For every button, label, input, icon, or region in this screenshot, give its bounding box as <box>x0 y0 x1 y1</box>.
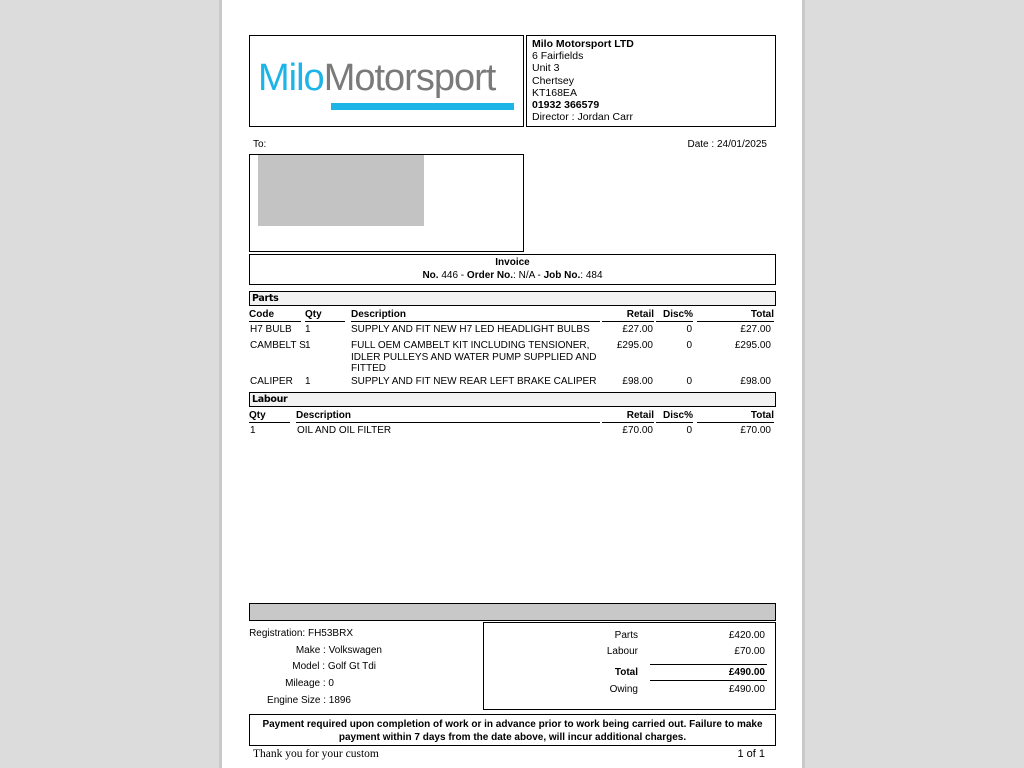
logo-milo: Milo <box>258 57 324 99</box>
labour-retail: £70.00 <box>622 425 653 436</box>
part-qty: 1 <box>305 376 311 387</box>
labour-description: OIL AND OIL FILTER <box>297 425 392 436</box>
labour-qty: 1 <box>250 425 256 436</box>
invoice-no-label: No. <box>422 270 439 281</box>
vehicle-model: Model : Golf Gt Tdi <box>292 661 376 672</box>
to-label: To: <box>253 139 267 150</box>
part-description: SUPPLY AND FIT NEW REAR LEFT BRAKE CALIPER <box>351 376 597 387</box>
invoice-no: 446 <box>441 270 459 281</box>
part-retail: £98.00 <box>622 376 653 387</box>
part-description: FULL OEM CAMBELT KIT INCLUDING TENSIONER, IDLER PULLEYS AND WATER PUMP SUPPLIED AND FITTED <box>351 340 597 374</box>
labour-col-disc: Disc% <box>656 409 693 423</box>
part-total: £295.00 <box>734 340 771 351</box>
invoice-numbers: No. 446 - Order No.: N/A - Job No.: 484 <box>422 270 603 281</box>
totals-parts-label: Parts <box>614 630 638 641</box>
parts-col-code: Code <box>249 308 301 322</box>
invoice-header <box>249 254 776 285</box>
totals-box <box>483 622 776 710</box>
part-total: £27.00 <box>740 324 771 335</box>
labour-total: £70.00 <box>740 425 771 436</box>
company-phone: 01932 366579 <box>532 99 600 112</box>
totals-total-value: £490.00 <box>728 667 765 678</box>
invoice-date: Date : 24/01/2025 <box>687 139 767 150</box>
summary-bar <box>249 603 776 621</box>
company-director: Director : Jordan Carr <box>532 111 633 124</box>
part-disc: 0 <box>686 376 692 387</box>
part-code: CALIPER <box>250 376 293 387</box>
payment-terms: Payment required upon completion of work or in advance prior to work being carried out. Failure to make payment within 7 days from the date above, will incur additional charges. <box>249 714 776 746</box>
redacted-address <box>258 155 424 226</box>
part-code: CAMBELT S <box>250 340 306 351</box>
job-no-label: Job No. <box>543 270 581 281</box>
labour-col-qty: Qty <box>249 409 290 423</box>
parts-col-disc: Disc% <box>656 308 693 322</box>
recipient-box <box>249 154 524 252</box>
order-no: N/A <box>518 270 535 281</box>
totals-labour-value: £70.00 <box>734 646 765 657</box>
totals-rule-bottom <box>650 680 767 681</box>
labour-col-retail: Retail <box>602 409 654 423</box>
part-code: H7 BULB <box>250 324 292 335</box>
address-line: Unit 3 <box>532 62 560 75</box>
labour-disc: 0 <box>686 425 692 436</box>
totals-owing-label: Owing <box>609 684 638 695</box>
logo-motorsport: Motorsport <box>323 57 496 99</box>
logo-box <box>249 35 524 127</box>
vehicle-registration: Registration: FH53BRX <box>249 628 353 639</box>
totals-total-label: Total <box>614 667 638 678</box>
labour-col-total: Total <box>697 409 774 423</box>
address-line: Chertsey <box>532 74 575 87</box>
labour-section-header: Labour <box>249 392 776 407</box>
totals-owing-value: £490.00 <box>728 684 765 695</box>
thank-you-note: Thank you for your custom <box>253 748 379 760</box>
part-disc: 0 <box>686 324 692 335</box>
invoice-title: Invoice <box>495 257 530 268</box>
parts-col-qty: Qty <box>305 308 345 322</box>
parts-section-header: Parts <box>249 291 776 306</box>
parts-col-total: Total <box>697 308 774 322</box>
totals-labour-label: Labour <box>606 646 638 657</box>
part-disc: 0 <box>686 340 692 351</box>
part-retail: £295.00 <box>616 340 653 351</box>
part-total: £98.00 <box>740 376 771 387</box>
parts-col-retail: Retail <box>602 308 654 322</box>
totals-rule-top <box>650 664 767 665</box>
labour-col-description: Description <box>296 409 600 423</box>
order-no-label: Order No. <box>466 270 514 281</box>
company-name: Milo Motorsport LTD <box>532 38 634 50</box>
part-retail: £27.00 <box>622 324 653 335</box>
address-line: 6 Fairfields <box>532 50 584 63</box>
company-details <box>526 35 776 127</box>
vehicle-engine-size: Engine Size : 1896 <box>267 695 351 706</box>
vehicle-mileage: Mileage : 0 <box>285 678 334 689</box>
job-no: 484 <box>585 270 603 281</box>
parts-col-description: Description <box>351 308 600 322</box>
address-line: KT168EA <box>532 86 577 99</box>
part-qty: 1 <box>305 340 311 351</box>
part-description: SUPPLY AND FIT NEW H7 LED HEADLIGHT BULBS <box>351 324 590 335</box>
company-logo <box>258 56 495 100</box>
part-qty: 1 <box>305 324 311 335</box>
page-number: 1 of 1 <box>737 748 765 760</box>
logo-underline <box>331 103 514 110</box>
totals-parts-value: £420.00 <box>728 630 765 641</box>
vehicle-make: Make : Volkswagen <box>295 645 382 656</box>
invoice-page <box>222 0 802 768</box>
